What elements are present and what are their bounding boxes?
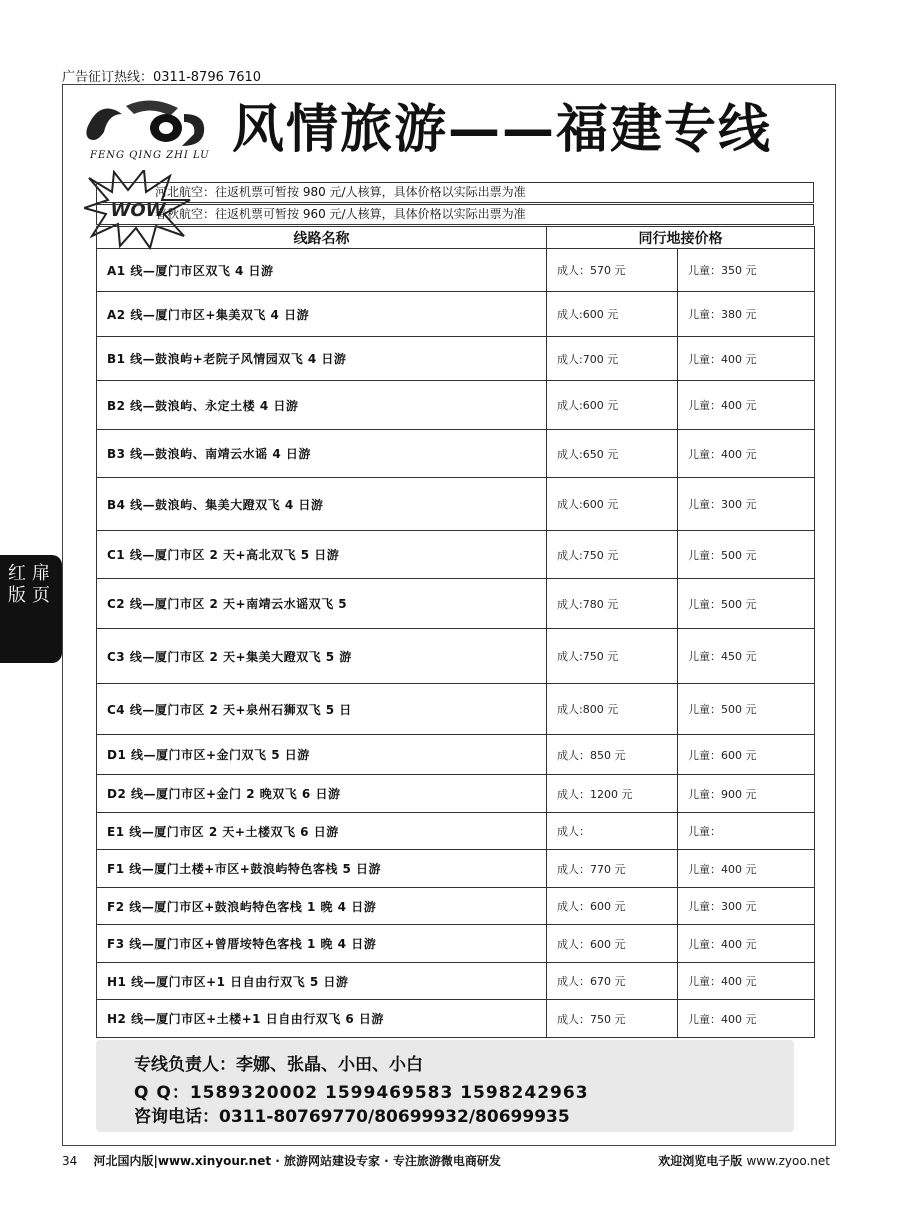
route-name: C2 线—厦门市区 2 天+南靖云水谣双飞 5 xyxy=(97,579,547,629)
header-price: 同行地接价格 xyxy=(547,227,815,249)
header-route-name: 线路名称 xyxy=(97,227,547,249)
page-number: 34 xyxy=(62,1154,78,1168)
adult-price: 成人：670 元 xyxy=(547,963,678,1000)
child-price: 儿童：600 元 xyxy=(678,735,815,775)
route-name: E1 线—厦门市区 2 天+土楼双飞 6 日游 xyxy=(97,813,547,850)
adult-price: 成人：750 元 xyxy=(547,1000,678,1038)
adult-price: 成人： xyxy=(547,813,678,850)
table-row xyxy=(97,531,815,579)
table-row xyxy=(97,813,815,850)
side-tab xyxy=(0,555,62,663)
adult-price: 成人:700 元 xyxy=(547,337,678,381)
airline-note-hebei: 河北航空：往返机票可暂按 980 元/人核算，具体价格以实际出票为准 xyxy=(96,182,814,203)
route-name: B2 线—鼓浪屿、永定土楼 4 日游 xyxy=(97,381,547,430)
child-price: 儿童：300 元 xyxy=(678,478,815,531)
route-name: F2 线—厦门市区+鼓浪屿特色客栈 1 晚 4 日游 xyxy=(97,888,547,925)
child-price: 儿童：500 元 xyxy=(678,684,815,735)
route-name: B3 线—鼓浪屿、南靖云水谣 4 日游 xyxy=(97,430,547,478)
child-price: 儿童：500 元 xyxy=(678,579,815,629)
route-name: B1 线—鼓浪屿+老院子风情园双飞 4 日游 xyxy=(97,337,547,381)
route-name: F3 线—厦门市区+曾厝垵特色客栈 1 晚 4 日游 xyxy=(97,925,547,963)
child-price: 儿童：450 元 xyxy=(678,629,815,684)
footer-left xyxy=(62,1152,501,1169)
child-price: 儿童：400 元 xyxy=(678,381,815,430)
side-tab-line1: 红版 xyxy=(8,563,26,606)
table-row xyxy=(97,925,815,963)
table-row xyxy=(97,850,815,888)
table-row xyxy=(97,249,815,292)
contact-managers: 专线负责人：李娜、张晶、小田、小白 xyxy=(134,1055,423,1075)
route-name: C4 线—厦门市区 2 天+泉州石狮双飞 5 日 xyxy=(97,684,547,735)
route-name: A2 线—厦门市区+集美双飞 4 日游 xyxy=(97,292,547,337)
adult-price: 成人:600 元 xyxy=(547,381,678,430)
child-price: 儿童：400 元 xyxy=(678,337,815,381)
side-tab-line2: 扉页 xyxy=(32,563,50,606)
table-row xyxy=(97,478,815,531)
child-price: 儿童： xyxy=(678,813,815,850)
route-name: A1 线—厦门市区双飞 4 日游 xyxy=(97,249,547,292)
route-price-table xyxy=(96,226,815,1038)
child-price: 儿童：400 元 xyxy=(678,963,815,1000)
table-row xyxy=(97,888,815,925)
adult-price: 成人：600 元 xyxy=(547,888,678,925)
child-price: 儿童：350 元 xyxy=(678,249,815,292)
footer-right-label: 欢迎浏览电子版 xyxy=(658,1154,743,1168)
footer-url: www.zyoo.net xyxy=(746,1154,830,1168)
table-header-row xyxy=(97,227,815,249)
adult-price: 成人：600 元 xyxy=(547,925,678,963)
logo-caption: FENG QING ZHI LU xyxy=(90,150,210,161)
route-name: D2 线—厦门市区+金门 2 晚双飞 6 日游 xyxy=(97,775,547,813)
footer-right xyxy=(658,1152,830,1169)
table-row xyxy=(97,292,815,337)
adult-price: 成人:750 元 xyxy=(547,531,678,579)
table-row xyxy=(97,629,815,684)
table-row xyxy=(97,684,815,735)
adult-price: 成人：1200 元 xyxy=(547,775,678,813)
adult-price: 成人:750 元 xyxy=(547,629,678,684)
page-title: 风情旅游——福建专线 xyxy=(232,100,773,160)
child-price: 儿童：400 元 xyxy=(678,850,815,888)
ad-hotline: 广告征订热线：0311-8796 7610 xyxy=(62,70,262,85)
route-name: H1 线—厦门市区+1 日自由行双飞 5 日游 xyxy=(97,963,547,1000)
adult-price: 成人:600 元 xyxy=(547,478,678,531)
wow-burst-text: WOW xyxy=(110,200,166,221)
adult-price: 成人：570 元 xyxy=(547,249,678,292)
child-price: 儿童：400 元 xyxy=(678,1000,815,1038)
route-name: D1 线—厦门市区+金门双飞 5 日游 xyxy=(97,735,547,775)
child-price: 儿童：380 元 xyxy=(678,292,815,337)
contact-qq: Q Q：1589320002 1599469583 1598242963 xyxy=(134,1083,589,1103)
airline-note-spring: 春秋航空：往返机票可暂按 960 元/人核算，具体价格以实际出票为准 xyxy=(96,204,814,225)
table-row xyxy=(97,430,815,478)
route-name: B4 线—鼓浪屿、集美大蹬双飞 4 日游 xyxy=(97,478,547,531)
adult-price: 成人：850 元 xyxy=(547,735,678,775)
child-price: 儿童：400 元 xyxy=(678,430,815,478)
adult-price: 成人:780 元 xyxy=(547,579,678,629)
route-name: F1 线—厦门土楼+市区+鼓浪屿特色客栈 5 日游 xyxy=(97,850,547,888)
child-price: 儿童：900 元 xyxy=(678,775,815,813)
table-row xyxy=(97,381,815,430)
table-row xyxy=(97,775,815,813)
route-name: H2 线—厦门市区+土楼+1 日自由行双飞 6 日游 xyxy=(97,1000,547,1038)
table-row xyxy=(97,579,815,629)
table-row xyxy=(97,963,815,1000)
route-name: C1 线—厦门市区 2 天+高北双飞 5 日游 xyxy=(97,531,547,579)
adult-price: 成人:800 元 xyxy=(547,684,678,735)
child-price: 儿童：400 元 xyxy=(678,925,815,963)
footer-site-text: 河北国内版|www.xinyour.net · 旅游网站建设专家 · 专注旅游微电商研发 xyxy=(93,1154,501,1168)
child-price: 儿童：300 元 xyxy=(678,888,815,925)
route-name: C3 线—厦门市区 2 天+集美大蹬双飞 5 游 xyxy=(97,629,547,684)
adult-price: 成人：770 元 xyxy=(547,850,678,888)
contact-phone: 咨询电话：0311-80769770/80699932/80699935 xyxy=(134,1107,570,1127)
table-row xyxy=(97,1000,815,1038)
adult-price: 成人:650 元 xyxy=(547,430,678,478)
table-row xyxy=(97,735,815,775)
contact-box xyxy=(96,1040,794,1132)
table-row xyxy=(97,337,815,381)
child-price: 儿童：500 元 xyxy=(678,531,815,579)
adult-price: 成人:600 元 xyxy=(547,292,678,337)
